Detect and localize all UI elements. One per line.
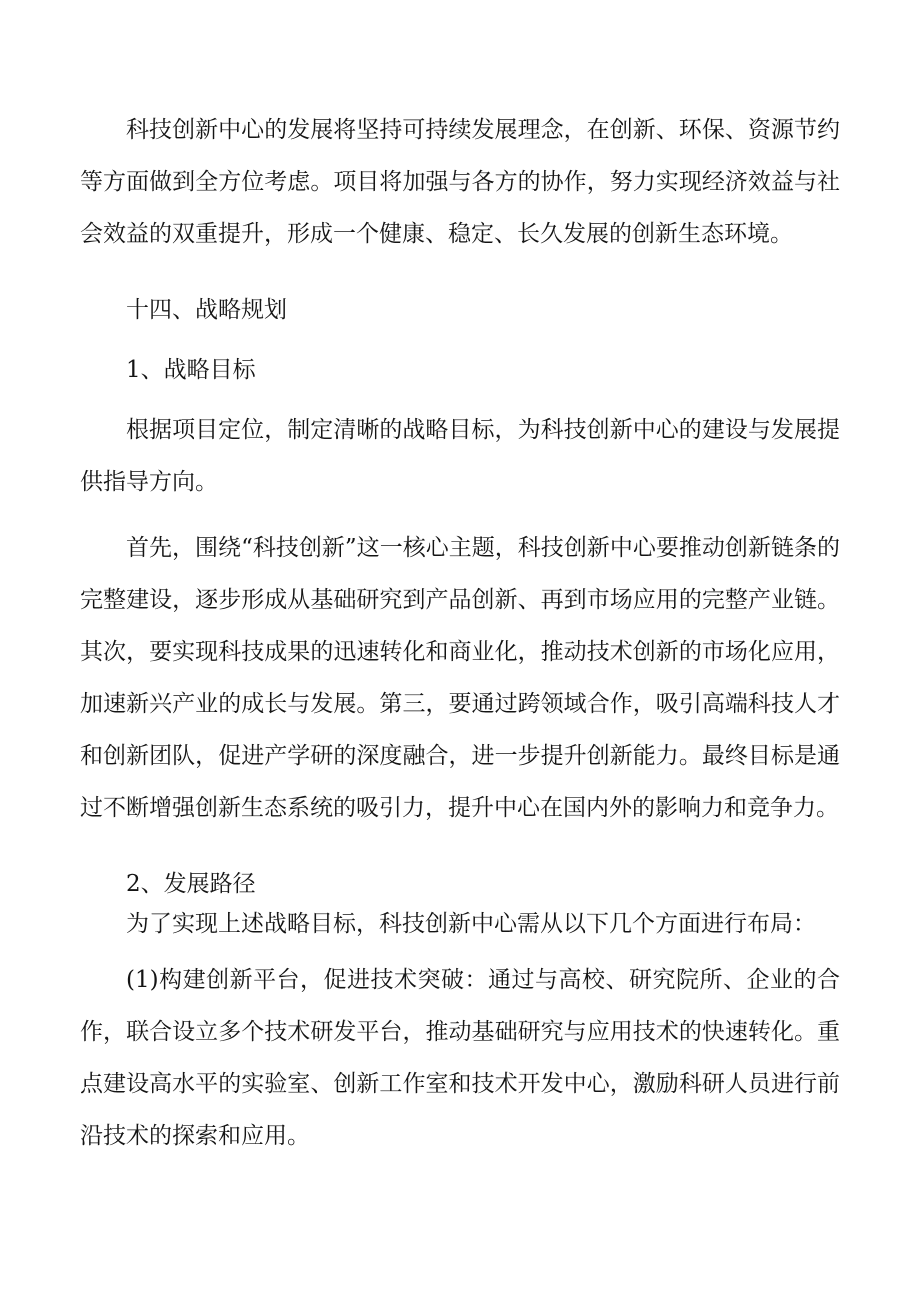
subsection-heading-strategic-goals: 1、战略目标 xyxy=(126,357,256,383)
paragraph-goal-details: 首先，围绕“科技创新”这一核心主题，科技创新中心要推动创新链条的完整建设，逐步形成从基础研究到产品创新、再到市场应用的完整产业链。其次，要实现科技成果的迅速转化和商业化，推动技术创新的市场化应用，加速新兴产业的成长与发展。第三，要通过跨领域合作，吸引高端科技人才和创新团队，促进产学研的深度融合，进一步提升创新能力。最终目标是通过不断增强创新生态系统的吸引力，提升中心在国内外的影响力和竞争力。 xyxy=(80,535,840,821)
subsection-heading-development-path: 2、发展路径 xyxy=(126,871,256,897)
paragraph-innovation-platform: (1)构建创新平台，促进技术突破：通过与高校、研究院所、企业的合作，联合设立多个技术研发平台，推动基础研究与应用技术的快速转化。重点建设高水平的实验室、创新工作室和技术开发中心，激励科研人员进行前沿技术的探索和应用。 xyxy=(80,967,840,1149)
paragraph-path-intro: 为了实现上述战略目标，科技创新中心需从以下几个方面进行布局： xyxy=(126,911,816,937)
paragraph-goal-definition: 根据项目定位，制定清晰的战略目标，为科技创新中心的建设与发展提供指导方向。 xyxy=(80,417,840,495)
paragraph-sustainability: 科技创新中心的发展将坚持可持续发展理念，在创新、环保、资源节约等方面做到全方位考虑。项目将加强与各方的协作，努力实现经济效益与社会效益的双重提升，形成一个健康、稳定、长久发展的创新生态环境。 xyxy=(80,117,840,247)
section-heading-strategic-planning: 十四、战略规划 xyxy=(126,297,287,323)
